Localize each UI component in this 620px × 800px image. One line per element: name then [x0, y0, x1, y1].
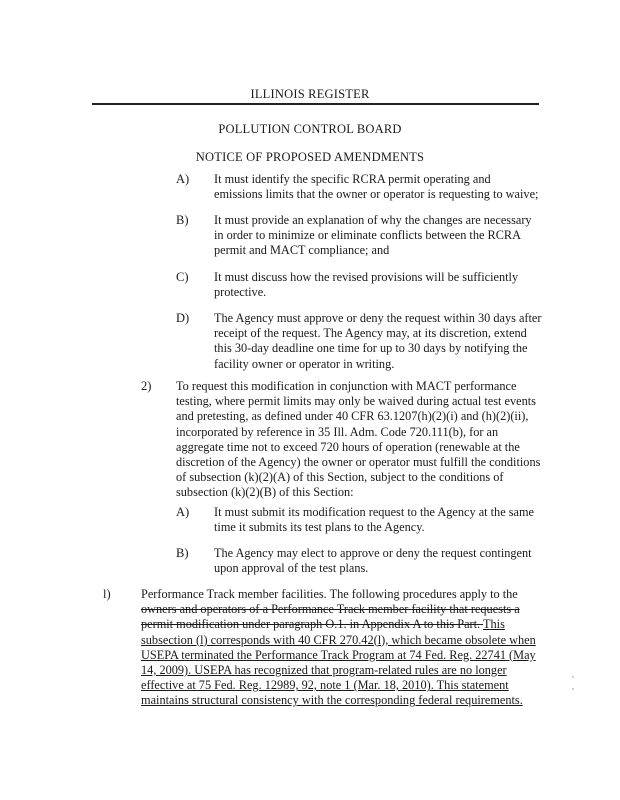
item-label: A) [176, 505, 190, 519]
paragraph-l-text [141, 587, 542, 709]
item-label: A) [176, 172, 190, 186]
item-label: C) [176, 270, 189, 284]
item-text: It must provide an explanation of why the changes are necessary in order to minimize or eliminate conflicts between the RCRA permit and MACT compliance; and [214, 213, 532, 258]
item-text: It must submit its modification request to the Agency at the same time it submits its test plans to the Agency. [214, 505, 535, 535]
inserted-text: This subsection (l) corresponds with 40 CFR 270.42(l), which became obsolete when USEPA terminated the Performance Track Program at 74 Fed. Reg. 22741 (May 14, 2009). USEPA has recognized that program-related rules are no longer effective at 75 Fed. Reg. 12989, 92, note 1 (Mar. 18, 2010). This statement maintains structural consistency with the corresponding federal requirements. [141, 617, 536, 708]
item-text: It must discuss how the revised provisions will be sufficiently protective. [214, 270, 519, 300]
item-text: The Agency must approve or deny the request within 30 days after receipt of the request. The Agency may, at its discretion, extend this 30-day deadline one time for up to 30 days by notifying the facility owner or operator in writing. [214, 311, 542, 371]
paragraph-label: l) [103, 587, 111, 601]
paragraph-label: 2) [141, 379, 152, 393]
item-label: B) [176, 546, 189, 560]
board-title: POLLUTION CONTROL BOARD [218, 122, 402, 136]
plain-text: Performance Track member facilities. The following procedures apply to the [141, 587, 518, 601]
header-rule [92, 103, 539, 105]
register-title: ILLINOIS REGISTER [250, 87, 370, 101]
item-label: D) [176, 311, 190, 325]
paragraph-text: To request this modification in conjunction with MACT performance testing, where permit limits may only be waived during actual test events and pretesting, as defined under 40 CFR 63.1207(h)(2)(i) and (h)(2)(ii), incorporated by reference in 35 Ill. Adm. Code 720.111(b), for an aggregate time not to exceed 720 hours of operation (renewable at the discretion of the Agency) the owner or operator must fulfill the conditions of subsection (k)(2)(A) of this Section, subject to the conditions of subsection (k)(2)(B) of this Section: [176, 379, 541, 500]
item-label: B) [176, 213, 189, 227]
item-text: The Agency may elect to approve or deny the request contingent upon approval of the test plans. [214, 546, 532, 576]
scan-mark [572, 688, 574, 690]
notice-title: NOTICE OF PROPOSED AMENDMENTS [195, 150, 425, 164]
scan-mark [572, 676, 574, 678]
deleted-text: owners and operators of a Performance Track member facility that requests a permit modification under paragraph O.1. in Appendix A to this Part. [141, 602, 520, 632]
item-text: It must identify the specific RCRA permit operating and emissions limits that the owner or operator is requesting to waive; [214, 172, 539, 202]
